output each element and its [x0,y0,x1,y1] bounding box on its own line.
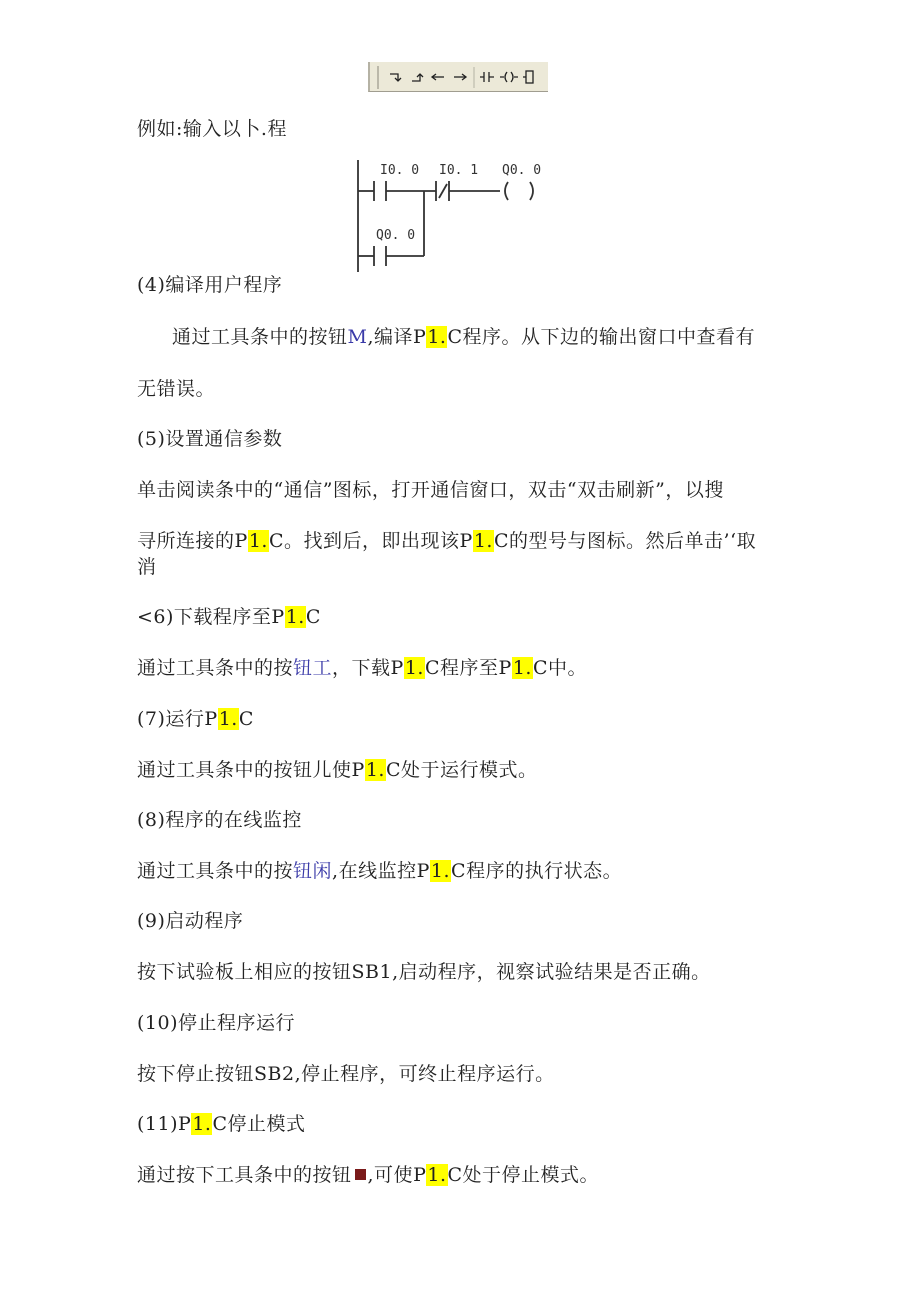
download-button-glyph: 钮工 [293,657,333,679]
section-9-heading: (9)启动程序 [137,910,244,932]
contact-label-q00: Q0. 0 [376,228,416,243]
section-11-heading: (11)P1.C停止模式 [137,1113,306,1135]
section-4-text-1: 通过工具条中的按钮M,编译P1.C程序。从下边的输出窗口中查看有 [172,326,756,348]
box-icon [523,71,533,83]
section-10-heading: (10)停止程序运行 [137,1012,296,1034]
compile-button-glyph: M [347,326,368,348]
section-8-text: 通过工具条中的按钮闲,在线监控P1.C程序的执行状态。 [137,860,623,882]
section-4-text-2: 无错误。 [137,378,216,400]
section-7-text: 通过工具条中的按钮儿使P1.C处于运行模式。 [137,759,538,781]
section-11-text: 通过按下工具条中的按钮 ,可使P1.C处于停止模式。 [137,1164,600,1186]
contact-label-i01: I0. 1 [439,163,479,178]
contact-label-i00: I0. 0 [380,163,420,178]
section-10-text: 按下停止按钮SB2,停止程序，可终止程序运行。 [137,1063,555,1085]
coil-icon [500,72,518,82]
coil-label-q00: Q0. 0 [502,163,542,178]
example-line: 例如:输入以卜.程 [137,118,287,140]
section-8-heading: (8)程序的在线监控 [137,809,302,831]
section-6-heading: <6)下载程序至P1.C [137,606,321,628]
section-5-text-3: 消 [137,556,157,578]
ladder-toolbar [368,62,548,92]
section-6-text: 通过工具条中的按钮工，下载P1.C程序至P1.C中。 [137,657,588,679]
section-5-heading: (5)设置通信参数 [137,428,283,450]
section-5-text-1: 单击阅读条中的“通信”图标，打开通信窗口，双击“双击刷新”，以搜 [137,479,724,501]
section-4-heading: (4)编译用户程序 [137,274,283,296]
section-9-text: 按下试验板上相应的按钮SB1,启动程序，视察试验结果是否正确。 [137,961,711,983]
branch-up-icon [412,74,423,81]
section-5-text-2: 寻所连接的P1.C。找到后，即出现该P1.C的型号与图标。然后单击’‘取 [137,530,757,552]
arrow-left-icon [432,74,444,80]
branch-down-icon [390,74,401,81]
monitor-button-glyph: 钮闲 [293,860,333,882]
section-7-heading: (7)运行P1.C [137,708,254,730]
contact-icon [480,72,494,82]
ladder-diagram [350,158,550,274]
stop-square-icon [355,1169,366,1180]
arrow-right-icon [454,74,466,80]
